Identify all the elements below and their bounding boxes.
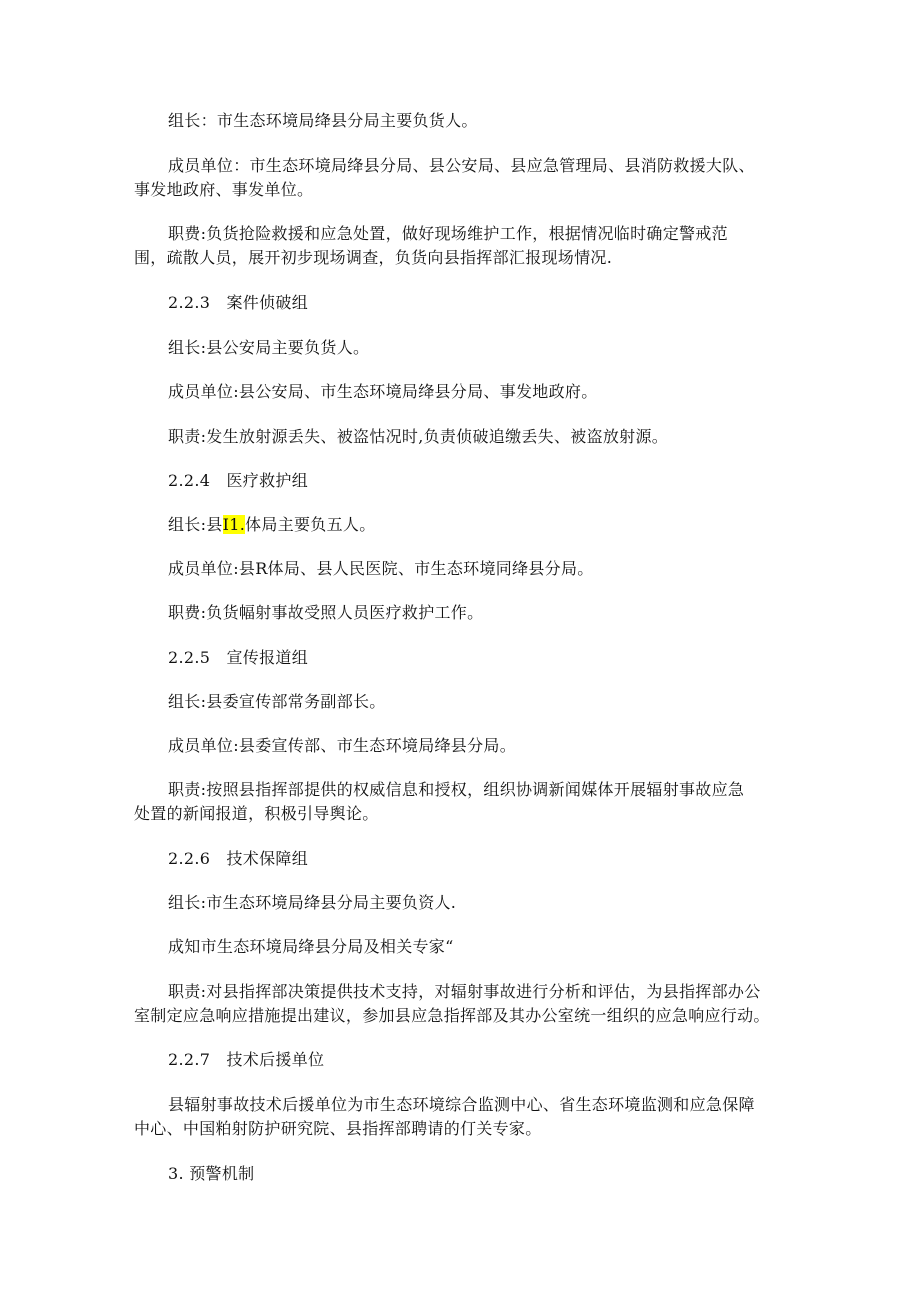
duty-line-5a: 职责:对县指挥部决策提供技术支持，对辐射事故进行分析和评估，为县指挥部办公	[168, 982, 761, 1001]
highlighted-text: I1.	[222, 515, 246, 534]
duty-line-1b: 围，疏散人员，展开初步现场调查，负货向县指挥部汇报现场情况.	[134, 248, 613, 267]
duty-line-1a: 职费:负货抢险救援和应急处置，做好现场维护工作，根据情况临时确定警戒范	[168, 224, 728, 243]
duty-line-5b: 室制定应急响应措施提出建议，参加县应急指挥部及其办公室统一组织的应急响应行动。	[134, 1006, 770, 1025]
leader-line-1: 组长：市生态环境局绛县分局主要负货人。	[168, 111, 478, 130]
duty-line-4b: 处置的新闻报道，积极引导舆论。	[134, 804, 379, 823]
leader-line-4: 组长:县委宣传部常务副部长。	[168, 692, 386, 711]
leader-line-2: 组长:县公安局主要负货人。	[168, 338, 370, 357]
duty-line-3: 职费:负货幅射事故受照人员医疗救护工作。	[168, 603, 484, 622]
leader-line-5: 组长:市生态环境局绛县分局主要负资人.	[168, 893, 457, 912]
members-line-5: 成知市生态环境局绛县分局及相关专家“	[168, 937, 454, 956]
leader-line-3-start: 组长:县	[168, 515, 223, 534]
members-line-3: 成员单位:县R体局、县人民医院、市生态环境同绛县分局。	[168, 559, 594, 578]
section-heading-3: 3. 预警机制	[168, 1164, 255, 1183]
duty-line-2: 职责:发生放射源丢失、被盗怙况时,负责侦破追缴丢失、被盗放射源。	[168, 427, 669, 446]
members-line-2: 成员单位:县公安局、市生态环境局绛县分局、事发地政府。	[168, 382, 598, 401]
section-heading-2-2-6: 2.2.6 技术保障组	[168, 849, 309, 868]
section-heading-2-2-3: 2.2.3 案件侦破组	[168, 293, 309, 312]
support-line-a: 县辐射事故技术后援单位为市生态环境综合监测中心、省生态环境监测和应急保障	[168, 1095, 755, 1114]
section-heading-2-2-4: 2.2.4 医疗救护组	[168, 471, 309, 490]
leader-line-3	[168, 515, 376, 535]
members-line-1b: 事发地政府、事发单位。	[134, 180, 314, 199]
leader-line-3-end: 体局主要负五人。	[245, 515, 376, 534]
section-heading-2-2-5: 2.2.5 宣传报道组	[168, 648, 309, 667]
duty-line-4a: 职责:按照县指挥部提供的权威信息和授权，组织协调新闻媒体开展辐射事故应急	[168, 780, 745, 799]
members-line-4: 成员单位:县委宣传部、市生态环境局绛县分局。	[168, 736, 516, 755]
members-line-1a: 成员单位：市生态环境局绛县分局、县公安局、县应急管理局、县消防救援大队、	[168, 156, 755, 175]
section-heading-2-2-7: 2.2.7 技术后援单位	[168, 1050, 325, 1069]
support-line-b: 中心、中国粕射防护研究院、县指挥部聘请的仃关专家。	[134, 1119, 542, 1138]
